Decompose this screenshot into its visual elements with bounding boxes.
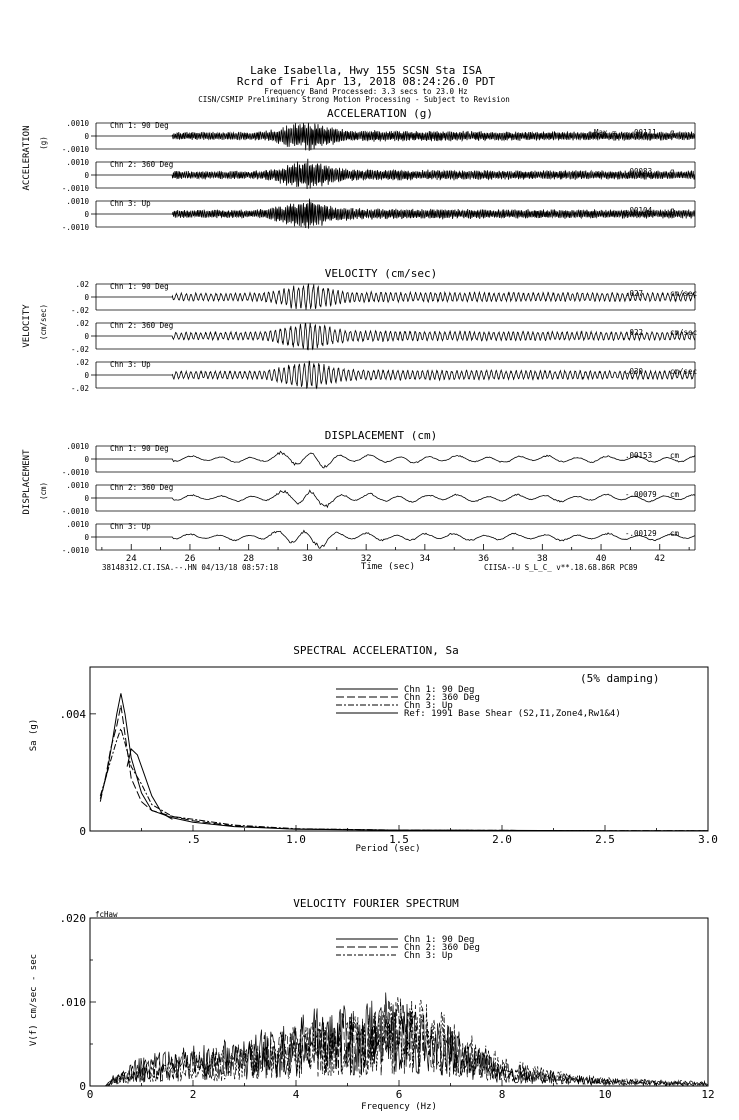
vel-units: (cm/sec) (39, 303, 48, 341)
spectral-ytick-label: .004 (59, 707, 86, 721)
fourier-xtick-label: 6 (395, 1088, 403, 1101)
trace-waveform (96, 199, 695, 229)
spectral-legend-label: Chn 2: 360 Deg (404, 693, 480, 703)
trace-ytick-top: .02 (75, 358, 89, 367)
spectral-line-2 (100, 705, 708, 831)
header-line-4: CISN/CSMIP Preliminary Strong Motion Processing - Subject to Revision (198, 95, 510, 104)
time-tick-label: 24 (125, 554, 137, 564)
time-tick-label: 38 (536, 554, 548, 564)
trace-max-unit: g (670, 167, 675, 176)
spectral-xtick-label: 1.0 (286, 833, 306, 846)
trace-ytick-top: .0010 (66, 481, 89, 490)
trace-channel-label: Chn 2: 360 Deg (110, 160, 174, 169)
trace-ytick-bottom: -.02 (70, 306, 89, 315)
trace-waveform (96, 451, 695, 468)
trace-waveform (96, 490, 695, 507)
spectral-legend (336, 685, 621, 719)
acc-trace-2 (62, 158, 695, 193)
fourier-xtick-label: 8 (498, 1088, 506, 1101)
dis-trace-3 (62, 520, 695, 555)
trace-ytick-top: .0010 (66, 197, 89, 206)
trace-ytick-zero: 0 (84, 210, 89, 219)
header-line-2: Rcrd of Fri Apr 13, 2018 08:24:26.0 PDT (236, 75, 496, 88)
trace-max-value: -.00079 (625, 490, 657, 499)
trace-max-unit: g (670, 128, 675, 137)
spectral-xtick-label: 3.0 (698, 833, 718, 846)
spectral-damping: (5% damping) (580, 672, 660, 685)
vel-title: VELOCITY (cm/sec) (324, 267, 438, 280)
fourier-legend-label: Chn 2: 360 Deg (404, 943, 480, 953)
trace-channel-label: Chn 3: Up (110, 360, 151, 369)
trace-ytick-top: .0010 (66, 520, 89, 529)
acc-side-label: ACCELERATION (22, 125, 32, 191)
acc-trace-3 (62, 197, 695, 232)
trace-channel-label: Chn 3: Up (110, 199, 151, 208)
trace-ytick-top: .02 (75, 280, 89, 289)
time-axis (102, 544, 689, 564)
trace-max-value: .030 (625, 367, 644, 376)
spectral-ytick-label: 0 (79, 825, 86, 838)
spectral-line-3 (100, 729, 708, 831)
trace-ytick-bottom: -.02 (70, 345, 89, 354)
trace-max-value: .027 (625, 289, 644, 298)
trace-max-unit: cm (670, 529, 680, 538)
dis-trace-1 (62, 442, 695, 477)
fourier-xtick-label: 12 (701, 1088, 715, 1101)
trace-ytick-bottom: -.0010 (61, 184, 89, 193)
footer-left: 38148312.CI.ISA.--.HN 04/13/18 08:57:18 (102, 563, 279, 572)
trace-ytick-zero: 0 (84, 171, 89, 180)
fourier-xlabel: Frequency (Hz) (361, 1102, 437, 1112)
trace-max-unit: cm (670, 451, 680, 460)
trace-max-prefix: Max = (594, 128, 617, 137)
time-tick-label: 28 (243, 554, 255, 564)
header-line-1: Lake Isabella, Hwy 155 SCSN Sta ISA (250, 64, 482, 77)
fourier-ytick-label: .020 (59, 912, 86, 925)
trace-max-unit: cm/sec (670, 328, 698, 337)
spectral-legend-label: Chn 1: 90 Deg (404, 685, 475, 695)
trace-channel-label: Chn 3: Up (110, 522, 151, 531)
vel-trace-1 (71, 280, 697, 315)
dis-trace-2 (62, 481, 695, 516)
time-tick-label: 30 (301, 554, 313, 564)
spectral-xtick-label: 1.5 (389, 833, 409, 846)
dis-units: (cm) (39, 481, 48, 501)
trace-max-value: -.00111 (625, 128, 657, 137)
acc-trace-1 (62, 119, 695, 154)
spectral-xtick-label: .5 (186, 833, 200, 846)
trace-ytick-zero: 0 (84, 371, 89, 380)
trace-waveform (96, 159, 695, 189)
trace-waveform (96, 361, 698, 388)
vel-trace-3 (71, 358, 697, 393)
trace-ytick-zero: 0 (84, 533, 89, 542)
fourier-legend-label: Chn 1: 90 Deg (404, 935, 475, 945)
trace-ytick-bottom: -.0010 (61, 468, 89, 477)
time-tick-label: 32 (360, 554, 372, 564)
trace-max-value: .00083 (625, 167, 653, 176)
fourier-series (90, 993, 707, 1087)
fourier-title: VELOCITY FOURIER SPECTRUM (293, 897, 459, 910)
trace-ytick-zero: 0 (84, 455, 89, 464)
spectral-frame (90, 667, 708, 831)
fourier-ytick-label: 0 (79, 1080, 86, 1093)
trace-max-unit: cm/sec (670, 367, 698, 376)
trace-channel-label: Chn 1: 90 Deg (110, 444, 169, 453)
header-line-3: Frequency Band Processed: 3.3 secs to 23.0 Hz (264, 87, 468, 96)
trace-waveform (96, 323, 698, 350)
acc-title: ACCELERATION (g) (327, 107, 433, 120)
time-tick-label: 36 (478, 554, 490, 564)
trace-ytick-bottom: -.0010 (61, 507, 89, 516)
trace-max-unit: cm/sec (670, 289, 698, 298)
trace-max-value: .00153 (625, 451, 653, 460)
trace-max-value: .022 (625, 328, 644, 337)
footer-right: CIISA--U S_L_C_ v**.18.68.86R PC89 (484, 563, 638, 572)
trace-max-unit: cm (670, 490, 680, 499)
fourier-corner-label: fcHaw (95, 910, 118, 919)
spectral-xtick-label: 2.5 (595, 833, 615, 846)
spectral-legend-label: Ref: 1991 Base Shear (S2,I1,Zone4,Rw1&4) (404, 709, 621, 719)
trace-ytick-bottom: -.02 (70, 384, 89, 393)
spectral-ylabel: Sa (g) (29, 718, 39, 752)
time-tick-label: 26 (184, 554, 196, 564)
time-axis-label: Time (sec) (360, 562, 416, 572)
trace-channel-label: Chn 2: 360 Deg (110, 321, 174, 330)
acc-units: (g) (39, 136, 48, 150)
trace-channel-label: Chn 1: 90 Deg (110, 121, 169, 130)
trace-ytick-top: .0010 (66, 119, 89, 128)
trace-ytick-zero: 0 (84, 494, 89, 503)
trace-ytick-bottom: -.0010 (61, 223, 89, 232)
time-tick-label: 34 (419, 554, 431, 564)
trace-max-value: -.00129 (625, 529, 657, 538)
vel-side-label: VELOCITY (22, 304, 32, 348)
trace-ytick-zero: 0 (84, 293, 89, 302)
trace-ytick-top: .0010 (66, 158, 89, 167)
trace-ytick-zero: 0 (84, 132, 89, 141)
dis-side-label: DISPLACEMENT (22, 449, 32, 515)
trace-ytick-bottom: -.0010 (61, 546, 89, 555)
trace-waveform (96, 530, 695, 548)
spectral-title: SPECTRAL ACCELERATION, Sa (293, 644, 459, 657)
trace-waveform (96, 283, 698, 309)
spectral-xlabel: Period (sec) (355, 844, 421, 854)
trace-ytick-top: .0010 (66, 442, 89, 451)
trace-max-unit: g (670, 206, 675, 215)
fourier-legend (336, 935, 480, 961)
vel-trace-2 (71, 319, 697, 354)
fourier-xtick-label: 0 (86, 1088, 94, 1101)
fourier-xtick-label: 10 (598, 1088, 612, 1101)
fourier-ylabel: V(f) cm/sec - sec (29, 953, 39, 1047)
dis-title: DISPLACEMENT (cm) (324, 429, 438, 442)
fourier-ytick-label: .010 (59, 996, 86, 1009)
fourier-xtick-label: 2 (189, 1088, 197, 1101)
trace-ytick-zero: 0 (84, 332, 89, 341)
fourier-legend-label: Chn 3: Up (404, 951, 453, 961)
spectral-xtick-label: 2.0 (492, 833, 512, 846)
time-history-traces (62, 119, 697, 555)
trace-ytick-bottom: -.0010 (61, 145, 89, 154)
trace-channel-label: Chn 2: 360 Deg (110, 483, 174, 492)
time-tick-label: 42 (654, 554, 666, 564)
time-tick-label: 40 (595, 554, 607, 564)
trace-max-value: .00104 (625, 206, 653, 215)
fourier-xtick-label: 4 (292, 1088, 300, 1101)
trace-channel-label: Chn 1: 90 Deg (110, 282, 169, 291)
spectral-legend-label: Chn 3: Up (404, 701, 453, 711)
trace-ytick-top: .02 (75, 319, 89, 328)
spectral-axes (60, 708, 718, 846)
